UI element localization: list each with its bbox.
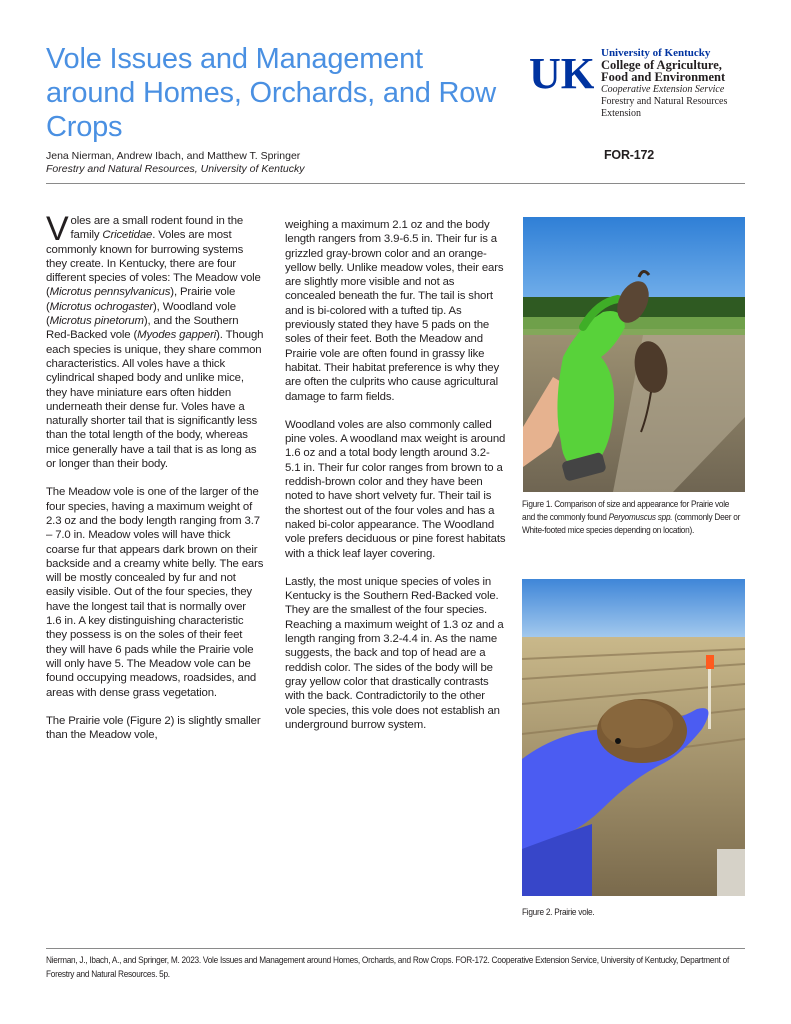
uk-logo [530,48,594,96]
body-column-2 [285,218,507,746]
meadow-vole-paragraph: The Meadow vole is one of the larger of the four species, having a maximum weight of 2.3 oz and the body length ranging from 3.7 – 7.0 in. Meadow voles will have thick coarse fur that appears dark brown on their backside and a creamy white belly. The ears will be mostly concealed by fur and not easily visible. Out of the four species, they have the longest tail that is normally over 1.6 in. A key distinguishing characteristic they possess is on the soles of their feet they will have 6 pads while the Prairie vole will only have 5. The Meadow vole can be found occupying meadows, roadsides, and areas with dense grass vegetation. [46,486,264,699]
footer-divider [46,948,745,949]
drop-cap: V [46,210,69,248]
uk-department-line1: Forestry and Natural Resources [601,96,728,107]
figure-1-caption: Figure 1. Comparison of size and appearance for Prairie vole and the commonly found Peryomuscus spp. (commonly Deer or White-footed mice species depending on location). [522,499,741,535]
document-number: FOR-172 [604,148,655,162]
body-column-1 [46,210,264,756]
figure-1-photo [523,217,745,492]
citation: Nierman, J., Ibach, A., and Springer, M. 2023. Vole Issues and Management around Homes, Orchards, and Row Crops. FOR-172. Cooperative Extension Service, University of Kentucky, Department of Forestry and Natural Resources. 5p. [46,955,729,979]
uk-wordmark [601,47,781,120]
intro-text: oles are a small rodent found in the family Cricetidae. Voles are most commonly known for burrowing systems they create. In Kentucky, there are four different species of voles: The Meadow vole (Microtus pennsylvanicus), Prairie vole (Microtus ochrogaster), Woodland vole (Microtus pinetorum), and the Southern Red-Backed vole (Myodes gapperi). Though each species is unique, they share common characteristics. All voles have a thick cylindrical shaped body and unlike mice, they have miniature ears often hidden underneath their dense fur. Voles have a naturally shorter tail that is significantly less than the total length of the body, whereas mice generally have a tail that is as long as or longer than their body. [46,215,264,471]
red-backed-vole-paragraph: Lastly, the most unique species of voles in Kentucky is the Southern Red-Backed vole. They are the smallest of the four species. Reaching a maximum weight of 1.3 oz and a length ranging from 3.2-4.4 in. As the name suggests, the back and top of head are a reddish color. The sides of the body will be gray yellow color that drastically contrasts with the back. Contradictorily to the other vole species, this vole does not establish an underground burrow system. [285,575,504,731]
uk-college-line1: College of Agriculture, [601,58,722,72]
prairie-vole-paragraph: The Prairie vole (Figure 2) is slightly smaller than the Meadow vole, [46,714,261,742]
woodland-vole-paragraph: Woodland voles are also commonly called pine voles. A woodland max weight is around 1.6 oz and a total body length around 3.2- 5.1 in. Their fur color ranges from brown to a reddish-brown color and they have been noted to have short velvety fur. Their tail is the shortest out of the four voles and has a naked bi-color appearance. The Woodland vole prefers deciduous or pine forest habitats with a thick leaf layer covering. [285,418,506,560]
header-divider [46,183,745,184]
uk-university-name: University of Kentucky [601,47,711,59]
prairie-vole-continued-paragraph: weighing a maximum 2.1 oz and the body length rangers from 3.9-6.5 in. Their fur is a grizzled gray-brown color and an orange-yellow belly. Unlike meadow voles, their ears are slightly more visible and not as concealed beneath the fur. The tail is short and is bi-colored with a tufted tip. As previously stated they have 5 pads on the soles of their feet. Both the Meadow and Prairie vole are often found in grassy like habitat. Their habitat preference is why they are often the culprits who cause agricultural damage to farm fields. [285,219,504,403]
uk-college-line2: Food and Environment [601,70,726,84]
authors: Jena Nierman, Andrew Ibach, and Matthew T. Springer [46,150,301,162]
intro-paragraph [46,210,264,471]
figure-2-caption: Figure 2. Prairie vole. [522,907,595,917]
uk-extension-service: Cooperative Extension Service [601,84,725,95]
uk-logo-mark: UK [530,49,594,96]
uk-department-line2: Extension [601,108,641,119]
figure-2-photo [522,579,745,896]
page-title: Vole Issues and Management around Homes, Orchards, and Row Crops [46,43,496,143]
affiliation: Forestry and Natural Resources, University of Kentucky [46,163,305,175]
